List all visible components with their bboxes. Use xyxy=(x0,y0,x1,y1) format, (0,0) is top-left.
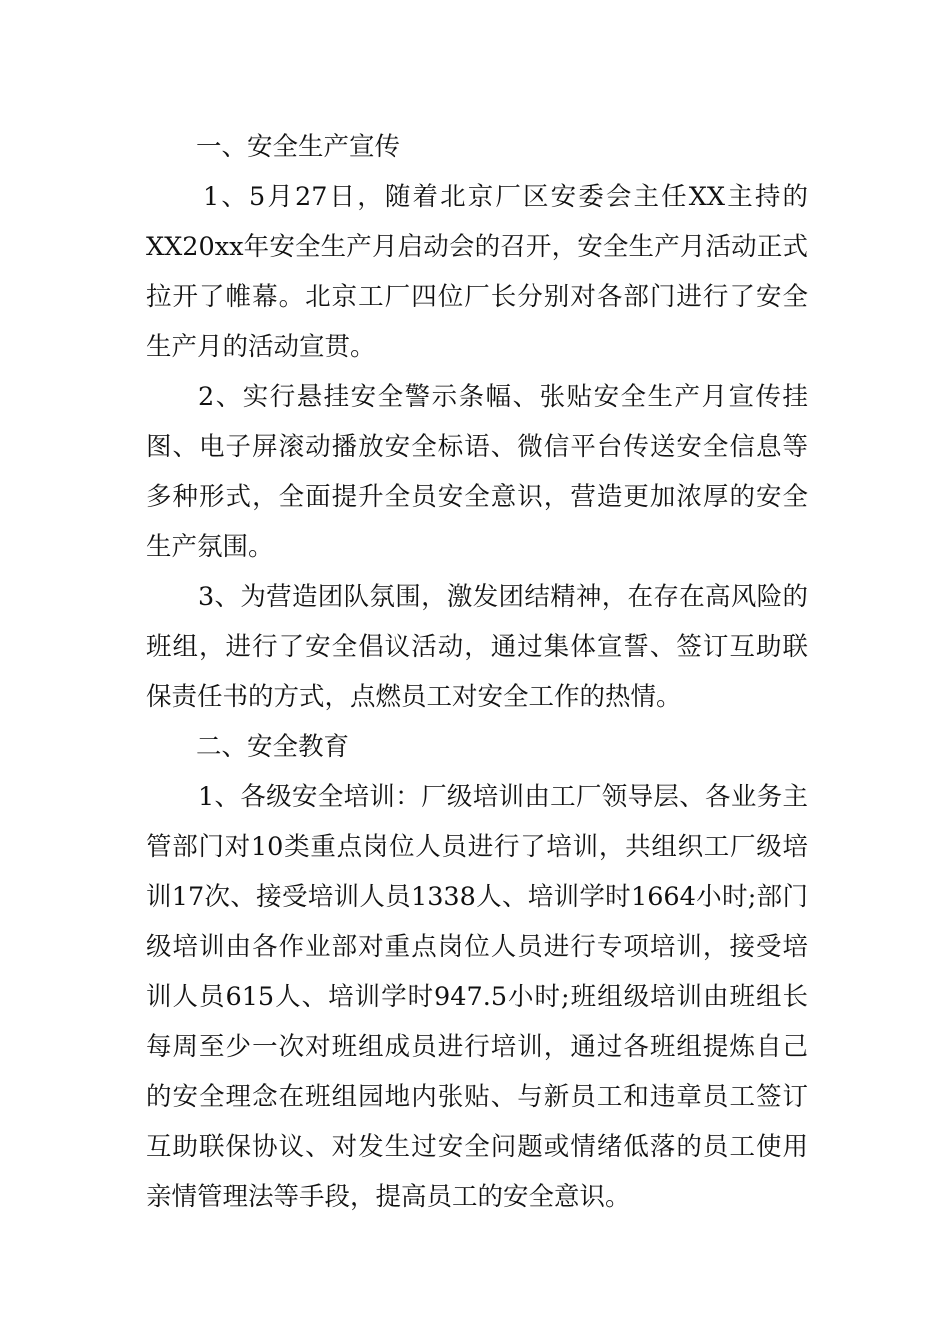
section-heading-education: 二、安全教育 xyxy=(196,732,350,762)
paragraph-publicity-2: 2、实行悬挂安全警示条幅、张贴安全生产月宣传挂图、电子屏滚动播放安全标语、微信平台传送安全信息等多种形式，全面提升全员安全意识，营造更加浓厚的安全生产氛围。 xyxy=(146,382,808,562)
paragraph-publicity-1: 1、5月27日，随着北京厂区安委会主任XX主持的XX20xx年安全生产月启动会的召开，安全生产月活动正式拉开了帷幕。北京工厂四位厂长分别对各部门进行了安全生产月的活动宣贯。 xyxy=(146,182,808,362)
document-page xyxy=(146,122,808,1222)
section-heading-publicity: 一、安全生产宣传 xyxy=(196,132,401,162)
paragraph-education-1: 1、各级安全培训：厂级培训由工厂领导层、各业务主管部门对10类重点岗位人员进行了培训，共组织工厂级培训17次、接受培训人员1338人、培训学时1664小时;部门级培训由各作业部对重点岗位人员进行专项培训，接受培训人员615人、培训学时947.5小时;班组级培训由班组长每周至少一次对班组成员进行培训，通过各班组提炼自己的安全理念在班组园地内张贴、与新员工和违章员工签订互助联保协议、对发生过安全问题或情绪低落的员工使用亲情管理法等手段，提高员工的安全意识。 xyxy=(146,782,808,1212)
paragraph-publicity-3: 3、为营造团队氛围，激发团结精神，在存在高风险的班组，进行了安全倡议活动，通过集体宣誓、签订互助联保责任书的方式，点燃员工对安全工作的热情。 xyxy=(146,582,808,712)
